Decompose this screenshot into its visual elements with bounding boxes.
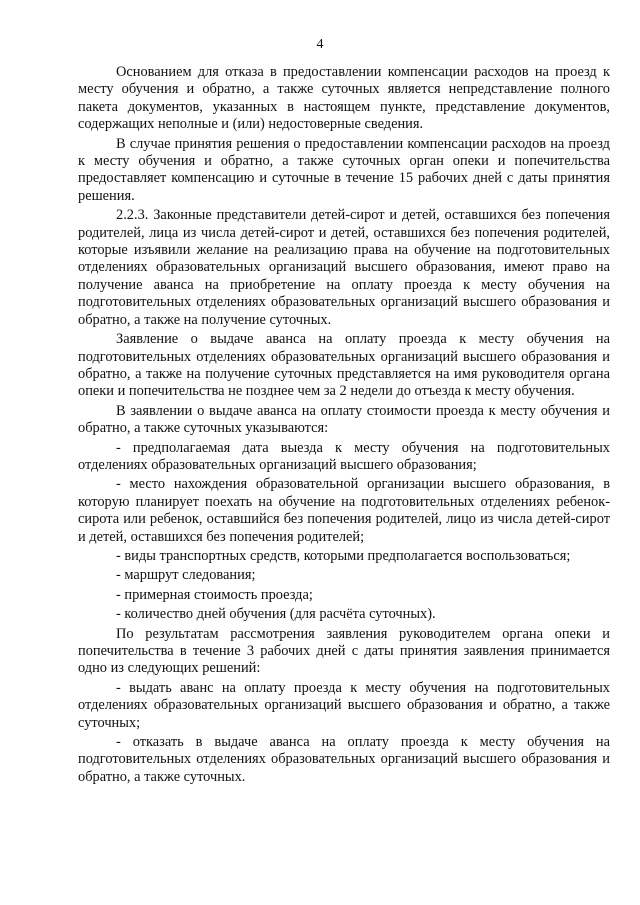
list-item-study-days: - количество дней обучения (для расчёта суточных). <box>116 606 436 623</box>
document-body <box>78 64 610 788</box>
page-number: 4 <box>316 37 324 52</box>
paragraph-application-contents: В заявлении о выдаче аванса на оплату стоимости проезда к месту обучения и обратно, а также суточных указываются: <box>78 402 610 437</box>
paragraph-compensation-decision: В случае принятия решения о предоставлении компенсации расходов на проезд к месту обучения и обратно, а также суточных орган опеки и попечительства предоставляет компенсацию и суточные в течение 15 рабочих дней с даты принятия решения. <box>78 135 610 204</box>
paragraph-review-results: По результатам рассмотрения заявления руководителем органа опеки и попечительства в течение 3 рабочих дней с даты принятия заявления принимается одно из следующих решений: <box>78 625 610 677</box>
paragraph-advance-application: Заявление о выдаче аванса на оплату проезда к месту обучения на подготовительных отделениях образовательных организаций высшего образования и обратно, а также на получение суточных представляется на имя руководителя органа опеки и попечительства не позднее чем за 2 недели до отъезда к месту обучения. <box>78 331 610 400</box>
paragraph-refusal-grounds: Основанием для отказа в предоставлении компенсации расходов на проезд к месту обучения и обратно, а также суточных является непредставление полного пакета документов, указанных в настоящем пункте, представление документов, содержащих неполные и (или) недостоверные сведения. <box>78 64 610 133</box>
list-item-departure-date: - предполагаемая дата выезда к месту обучения на подготовительных отделениях образовательных организаций высшего образования; <box>78 439 610 473</box>
list-item-grant-advance: - выдать аванс на оплату проезда к месту обучения на подготовительных отделениях образовательных организаций высшего образования и обратно, а также суточных; <box>78 679 610 731</box>
list-item-organization-location: - место нахождения образовательной организации высшего образования, в которую планирует поехать на обучение на подготовительных отделениях ребенок-сирота или ребенок, оставшийся без попечения родителей, лицо из числа детей-сирот и детей, оставшихся без попечения родителей; <box>78 476 610 545</box>
list-item-transport-types: - виды транспортных средств, которыми предполагается воспользоваться; <box>116 547 571 564</box>
list-item-refuse-advance: - отказать в выдаче аванса на оплату проезда к месту обучения на подготовительных отделениях образовательных организаций высшего образования и обратно, а также суточных. <box>78 734 610 785</box>
list-item-estimated-cost: - примерная стоимость проезда; <box>116 586 313 603</box>
paragraph-section-2-2-3: 2.2.3. Законные представители детей-сирот и детей, оставшихся без попечения родителей, лица из числа детей-сирот и детей, оставшихся без попечения родителей, которые изъявили желание на реализацию права на обучение на подготовительных отделениях образовательных организаций высшего образования, имеют право на получение аванса на приобретение на оплату проезда к месту обучения на подготовительных отделениях образовательных организаций высшего образования и обратно, а также на получение суточных. <box>78 207 610 328</box>
list-item-route: - маршрут следования; <box>116 567 256 584</box>
